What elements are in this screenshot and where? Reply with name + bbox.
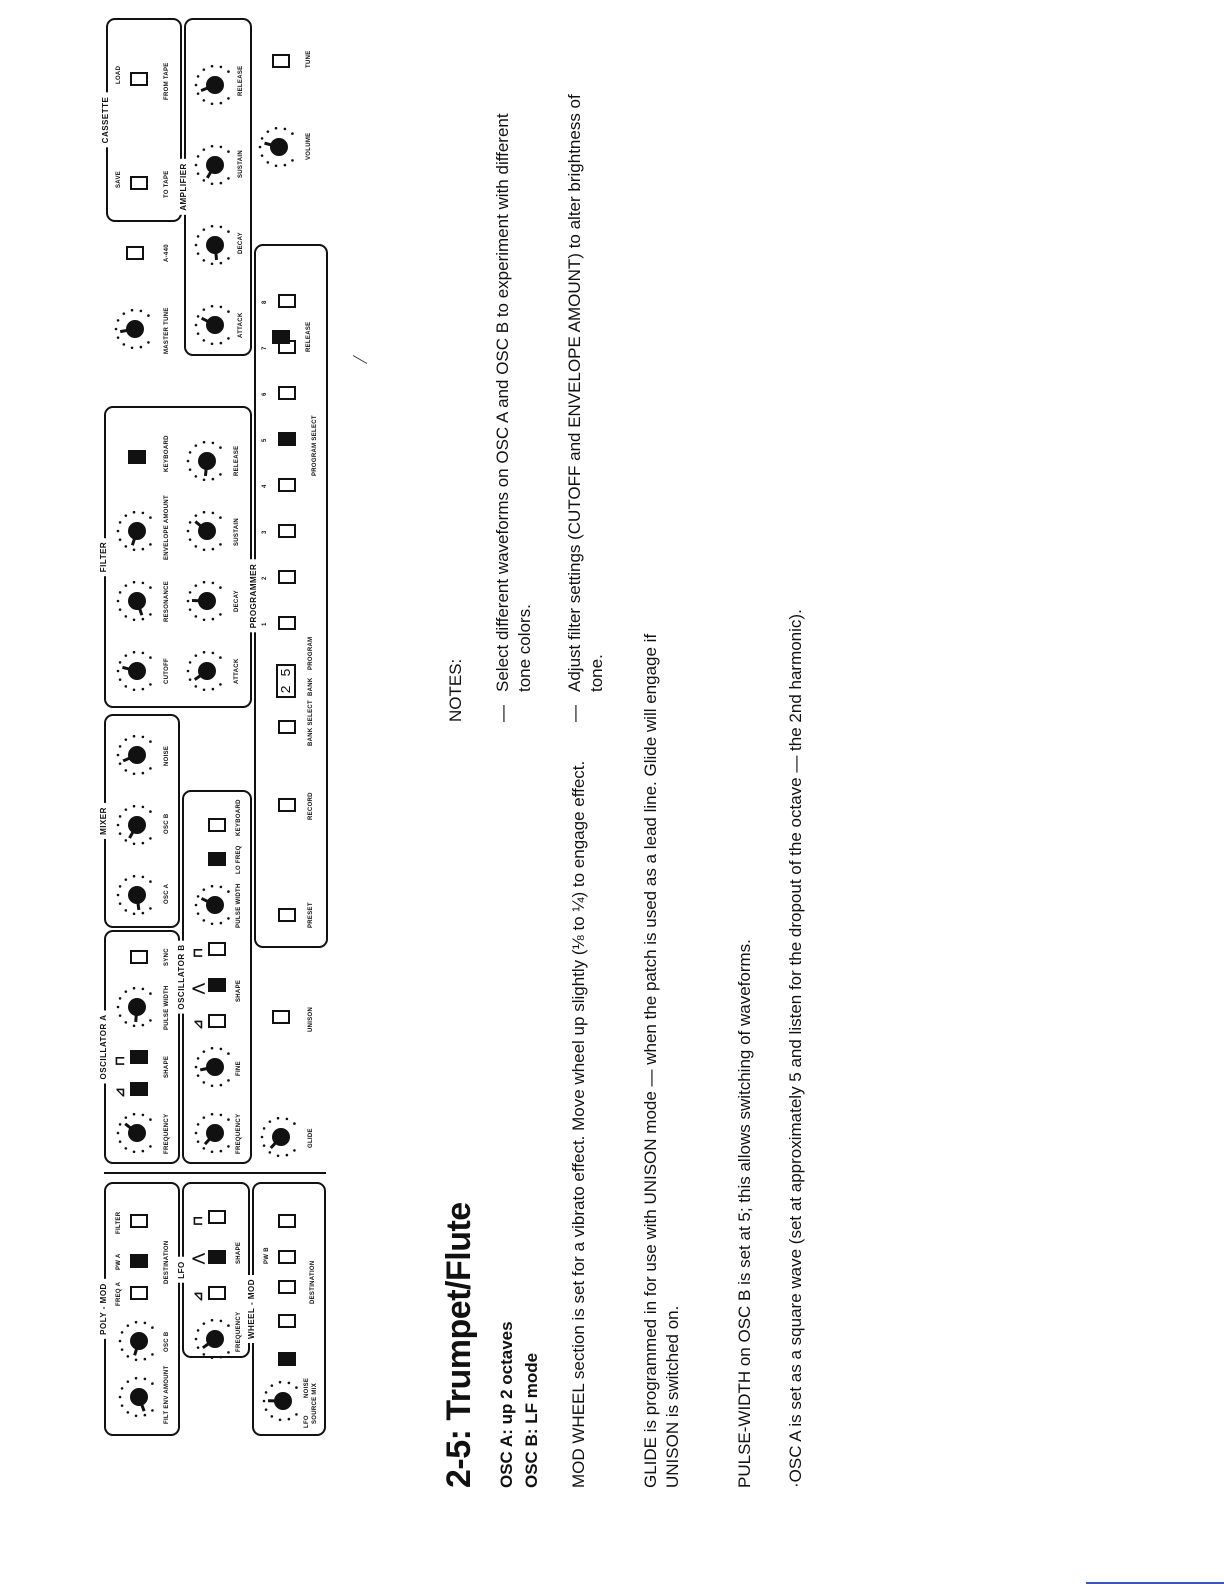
osc-a-label: OSC A [164,883,170,904]
program-button-6[interactable] [278,386,296,400]
osc-b-pulse-width-knob[interactable] [192,882,238,928]
resonance-knob[interactable] [114,578,160,624]
osc-b-saw-switch[interactable] [208,1014,226,1028]
program-button-3[interactable] [278,524,296,538]
paragraph: PULSE-WIDTH on OSC B is set at 5; this allows switching of waveforms. [735,939,754,1488]
filt-env-amount-knob[interactable] [116,1374,162,1420]
dash: — [493,705,512,722]
osc-b-label: OSC B [164,1331,170,1352]
section-title: MIXER [99,803,108,839]
osc-b-label: OSC B [164,813,170,834]
noise-label: NOISE [164,745,170,766]
volume-knob[interactable] [256,124,302,170]
bank-program-display: 2 5 [276,664,296,698]
tune-label: TUNE [306,50,312,68]
unison-label: UNISON [308,1006,314,1032]
source-mix-label: SOURCE MIX [312,1382,318,1424]
bank-select-button[interactable] [278,720,296,734]
mixer-osc-b-knob[interactable] [114,802,160,848]
tune-button[interactable] [272,54,290,68]
bank-select-label: BANK SELECT [308,700,314,746]
filter-release-knob[interactable] [184,438,230,484]
destination-label: DESTINATION [164,1240,170,1284]
save-button[interactable] [130,176,148,190]
program-number-label: 4 [262,484,268,488]
square-wave-icon: ⊓ [190,1215,205,1226]
wheel-freq-a-switch[interactable] [278,1352,296,1366]
envelope-amount-knob[interactable] [114,508,160,554]
mixer-section [99,714,180,928]
envelope-amount-label: ENVELOPE AMOUNT [164,495,170,560]
section-title: POLY - MOD [99,1279,108,1339]
wheel-filter-switch[interactable] [278,1214,296,1228]
program-button-2[interactable] [278,570,296,584]
paragraph: GLIDE is programmed in for use with UNISON mode — when the patch is used as a lead line. Glide will engage if UNISON is switched on. [641,633,682,1488]
lfo-square-switch[interactable] [208,1210,226,1224]
a-440-switch[interactable] [126,246,144,260]
setting-line: OSC A: up 2 octaves [497,1321,516,1488]
note-text: Adjust filter settings (CUTOFF and ENVELOPE AMOUNT) to alter brightness of tone. [565,94,606,692]
amp-release-knob[interactable] [192,62,238,108]
filter-label: FILTER [116,1211,122,1234]
master-tune-knob[interactable] [112,306,158,352]
release-switch-label: RELEASE [306,321,312,352]
load-label: LOAD [116,65,122,84]
shape-label: SHAPE [164,1055,170,1078]
attack-label: ATTACK [238,312,244,338]
note-item [492,82,536,722]
synth-panel-diagram [0,0,380,1584]
save-label: SAVE [116,170,122,188]
filt-env-amount-label: FILT ENV AMOUNT [164,1365,170,1424]
notes-label: NOTES: [446,658,465,722]
preset-button[interactable] [278,908,296,922]
release-switch[interactable] [272,330,290,344]
program-number-label: 2 [262,576,268,580]
oscillator-b-section [177,790,252,1164]
setting-line: OSC B: LF mode [522,1352,541,1488]
sawtooth-wave-icon: ⊿ [112,1087,127,1098]
keyboard-label: KEYBOARD [164,435,170,472]
page-title: 2-5: Trumpet/Flute [440,1202,478,1488]
osc-a-square-switch[interactable] [130,1050,148,1064]
master-tune-label: MASTER TUNE [164,307,170,354]
osc-a-frequency-knob[interactable] [114,1110,160,1156]
program-number-label: 7 [262,346,268,350]
wheel-pw-a-switch[interactable] [278,1280,296,1294]
note-text: Select different waveforms on OSC A and OSC B to experiment with different tone colors. [493,113,534,692]
paragraph: MOD WHEEL section is set for a vibrato effect. Move wheel up slightly (⅛ to ¼) to engage effect. [569,760,588,1488]
amplifier-section [179,18,252,356]
frequency-label: FREQUENCY [236,1311,242,1352]
shape-label: SHAPE [236,1241,242,1264]
filter-sustain-knob[interactable] [184,508,230,554]
poly-mod-filter-switch[interactable] [130,1214,148,1228]
record-label: RECORD [308,792,314,820]
divider [104,1172,326,1174]
sawtooth-wave-icon: ⊿ [190,1291,205,1302]
program-button-4[interactable] [278,478,296,492]
osc-b-fine-knob[interactable] [192,1044,238,1090]
program-number-label: 5 [262,438,268,442]
wheel-freq-b-switch[interactable] [278,1314,296,1328]
program-number-label: 3 [262,530,268,534]
osc-b-square-switch[interactable] [208,942,226,956]
freq-a-switch[interactable] [130,1286,148,1300]
destination-label: DESTINATION [310,1260,316,1304]
cassette-section [101,18,182,222]
source-mix-knob[interactable] [260,1378,306,1424]
amp-attack-knob[interactable] [192,302,238,348]
section-title: AMPLIFIER [179,159,188,215]
mixer-noise-knob[interactable] [114,732,160,778]
lfo-label: LFO [304,1415,310,1428]
preset-label: PRESET [308,902,314,928]
from-tape-label: FROM TAPE [164,62,170,100]
wheel-pw-b-switch[interactable] [278,1250,296,1264]
section-title: PROGRAMMER [249,560,258,633]
pw-b-label: PW B [264,1247,270,1264]
pw-a-switch[interactable] [130,1254,148,1268]
unison-switch[interactable] [272,1010,290,1024]
amp-decay-knob[interactable] [192,222,238,268]
freq-a-label: FREQ A [116,1281,122,1306]
sustain-label: SUSTAIN [238,150,244,178]
program-select-label: PROGRAM SELECT [312,415,318,476]
lfo-frequency-knob[interactable] [192,1316,238,1362]
cutoff-knob[interactable] [114,648,160,694]
programmer-section [249,244,328,948]
load-button[interactable] [130,72,148,86]
program-number-label: 8 [262,300,268,304]
glide-label: GLIDE [308,1128,314,1148]
program-button-5[interactable] [278,432,296,446]
program-number-label: 6 [262,392,268,396]
bank-label: BANK [308,677,314,696]
sustain-label: SUSTAIN [234,518,240,546]
sync-switch[interactable] [130,950,148,964]
program-label: PROGRAM [308,636,314,670]
filter-decay-knob[interactable] [184,578,230,624]
amp-sustain-knob[interactable] [192,142,238,188]
paragraph: ·OSC A is set as a square wave (set at approximately 5 and listen for the dropout of the octave — the 2nd harmonic). [786,609,805,1488]
frequency-label: FREQUENCY [164,1113,170,1154]
filter-keyboard-switch[interactable] [128,450,146,464]
poly-mod-section [99,1182,180,1436]
dash: — [565,705,584,722]
frequency-label: FREQUENCY [236,1113,242,1154]
osc-b-frequency-knob[interactable] [192,1110,238,1156]
section-title: OSCILLATOR B [177,940,186,1013]
osc-b-triangle-switch[interactable] [208,978,226,992]
section-title: WHEEL - MOD [247,1275,256,1343]
osc-a-pulse-width-knob[interactable] [114,984,160,1030]
sawtooth-wave-icon: ⊿ [190,1019,205,1030]
pulse-width-label: PULSE WIDTH [236,883,242,928]
pulse-width-label: PULSE WIDTH [164,985,170,1030]
section-title: LFO [177,1257,186,1283]
lo-freq-switch[interactable] [208,852,226,866]
decay-label: DECAY [234,590,240,612]
keyboard-label: KEYBOARD [236,799,242,836]
volume-label: VOLUME [306,132,312,160]
section-title: FILTER [99,538,108,576]
square-wave-icon: ⊓ [112,1055,127,1066]
filter-attack-knob[interactable] [184,648,230,694]
poly-mod-osc-b-knob[interactable] [116,1318,162,1364]
program-button-1[interactable] [278,616,296,630]
release-label: RELEASE [234,445,240,476]
cutoff-label: CUTOFF [164,657,170,684]
to-tape-label: TO TAPE [164,170,170,198]
fine-label: FINE [236,1061,242,1076]
noise-label: NOISE [304,1377,310,1398]
osc-a-saw-switch[interactable] [130,1082,148,1096]
osc-b-keyboard-switch[interactable] [208,818,226,832]
program-button-8[interactable] [278,294,296,308]
attack-label: ATTACK [234,658,240,684]
triangle-wave-icon: ⋀ [190,1253,205,1264]
lfo-section [177,1182,250,1358]
decay-label: DECAY [238,232,244,254]
pw-a-label: PW A [116,1253,122,1270]
program-number-label: 1 [262,622,268,626]
section-title: OSCILLATOR A [99,1011,108,1084]
sync-label: SYNC [164,948,170,966]
square-wave-icon: ⊓ [190,947,205,958]
mixer-osc-a-knob[interactable] [114,872,160,918]
release-label: RELEASE [238,65,244,96]
lo-freq-label: LO FREQ [236,845,242,874]
lfo-saw-switch[interactable] [208,1286,226,1300]
triangle-wave-icon: ⋀ [190,983,205,994]
note-item [564,82,608,722]
shape-label: SHAPE [236,979,242,1002]
record-button[interactable] [278,798,296,812]
filter-section [99,406,252,708]
a-440-label: A-440 [164,244,170,262]
resonance-label: RESONANCE [164,580,170,622]
glide-knob[interactable] [258,1114,304,1160]
lfo-triangle-switch[interactable] [208,1250,226,1264]
oscillator-a-section [99,930,180,1164]
section-title: CASSETTE [101,93,110,148]
wheel-mod-section [247,1182,326,1436]
